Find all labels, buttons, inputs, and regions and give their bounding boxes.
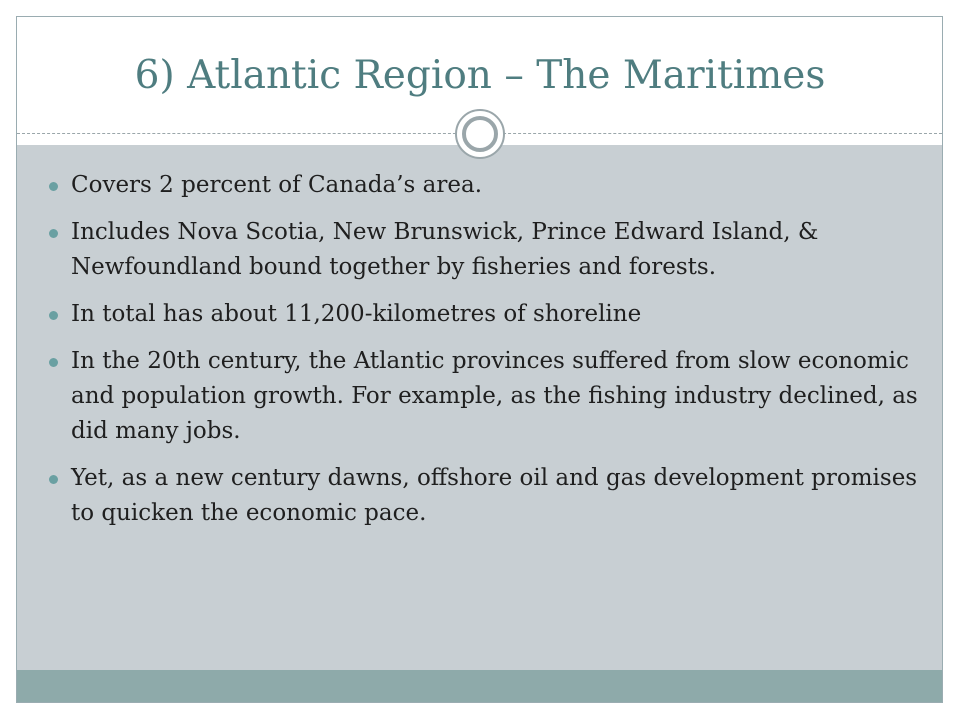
circle-ornament-icon <box>455 109 505 159</box>
bullet-dot-icon <box>49 475 58 484</box>
bullet-item <box>48 461 918 531</box>
bullet-dot-icon <box>49 229 58 238</box>
footer-bar <box>17 670 942 702</box>
bullet-item <box>48 344 918 449</box>
circle-ornament-inner <box>462 116 498 152</box>
bullet-item <box>48 215 918 285</box>
bullet-text: In total has about 11,200-kilometres of shoreline <box>71 301 642 327</box>
bullet-item <box>48 168 918 203</box>
bullet-text: Covers 2 percent of Canada’s area. <box>71 172 483 198</box>
bullet-dot-icon <box>49 182 58 191</box>
bullet-list <box>48 168 918 543</box>
slide-title: 6) Atlantic Region – The Maritimes <box>134 53 826 98</box>
bullet-text: In the 20th century, the Atlantic provinces suffered from slow economic and population growth. For example, as the fishing industry declined, as did many jobs. <box>71 348 918 444</box>
bullet-dot-icon <box>49 311 58 320</box>
bullet-text: Yet, as a new century dawns, offshore oil and gas development promises to quicken the economic pace. <box>71 465 918 526</box>
bullet-dot-icon <box>49 358 58 367</box>
bullet-text: Includes Nova Scotia, New Brunswick, Prince Edward Island, & Newfoundland bound together by fisheries and forests. <box>71 219 819 280</box>
bullet-item <box>48 297 918 332</box>
